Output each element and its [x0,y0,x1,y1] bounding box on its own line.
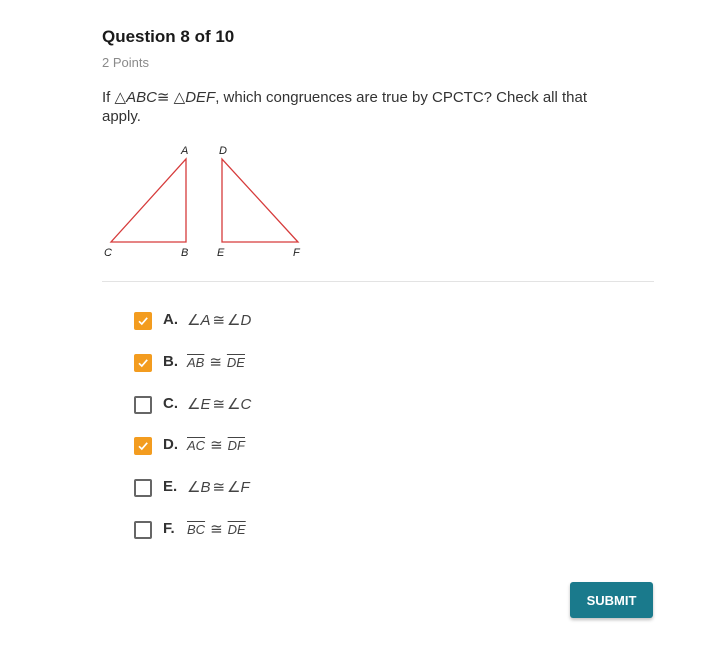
angle-right: D [240,312,252,329]
triangle-name-1: ABC [126,89,157,106]
divider [102,281,654,282]
answer-option[interactable] [134,305,434,335]
question-points: 2 Points [102,55,149,70]
checkbox-checked[interactable] [134,312,152,330]
segment-left: $\overline{AC}$ [187,438,206,453]
congruent-symbol: ≅ [212,479,226,496]
option-letter: B. [163,353,178,370]
congruent-symbol: ≅ [210,437,223,454]
segment-left: $\overline{BC}$ [187,522,206,537]
submit-button[interactable]: SUBMIT [570,582,653,618]
triangle-icon: △ [114,89,127,106]
segment-right: $\overline{DE}$ [227,522,246,537]
vertex-label-e: E [217,247,225,259]
triangle-icon: △ [173,89,186,106]
vertex-label-a: A [181,145,189,157]
option-letter: F. [163,520,175,537]
checkbox[interactable] [134,479,152,497]
angle-icon: ∠ [187,312,201,329]
angle-icon: ∠ [227,479,241,496]
vertex-label-d: D [219,145,227,157]
congruent-symbol: ≅ [156,89,170,106]
congruent-symbol: ≅ [212,312,226,329]
option-expression [187,353,245,371]
angle-icon: ∠ [187,396,201,413]
checkbox-checked[interactable] [134,354,152,372]
congruent-symbol: ≅ [210,521,223,538]
question-title: Question 8 of 10 [102,27,235,46]
option-expression [187,395,251,413]
angle-icon: ∠ [187,479,201,496]
angle-right: C [240,396,252,413]
option-expression [187,436,245,454]
question-prompt [102,88,622,126]
triangles-figure [102,142,312,267]
angle-left: B [200,479,211,496]
option-expression [187,478,250,496]
congruent-symbol: ≅ [212,396,226,413]
angle-icon: ∠ [227,396,241,413]
triangle-def [222,159,298,242]
check-icon [137,440,149,452]
angle-left: A [200,312,211,329]
triangle-name-2: DEF [185,89,216,106]
option-letter: D. [163,436,178,453]
check-icon [137,357,149,369]
option-expression [187,311,251,329]
prompt-if: If [102,89,111,106]
checkbox[interactable] [134,396,152,414]
checkbox[interactable] [134,521,152,539]
answer-option[interactable] [134,472,434,502]
option-expression [187,520,246,538]
prompt-rest: , which congruences are true by CPCTC? Check all that apply. [102,89,588,125]
option-letter: C. [163,395,178,412]
vertex-label-b: B [181,247,189,259]
triangles-diagram [102,142,312,262]
answer-option[interactable] [134,347,434,377]
angle-icon: ∠ [227,312,241,329]
option-letter: E. [163,478,178,495]
segment-left: $\overline{AB}$ [187,355,205,370]
answer-option[interactable] [134,430,434,460]
segment-right: $\overline{DE}$ [226,355,245,370]
segment-right: $\overline{DF}$ [227,438,245,453]
answer-option[interactable] [134,389,434,419]
answer-option[interactable] [134,514,434,544]
check-icon [137,315,149,327]
option-letter: A. [163,311,178,328]
congruent-symbol: ≅ [209,354,222,371]
vertex-label-f: F [293,247,300,259]
angle-left: E [200,396,211,413]
angle-right: F [240,479,250,496]
checkbox-checked[interactable] [134,437,152,455]
triangle-abc [111,159,186,242]
vertex-label-c: C [104,247,112,259]
